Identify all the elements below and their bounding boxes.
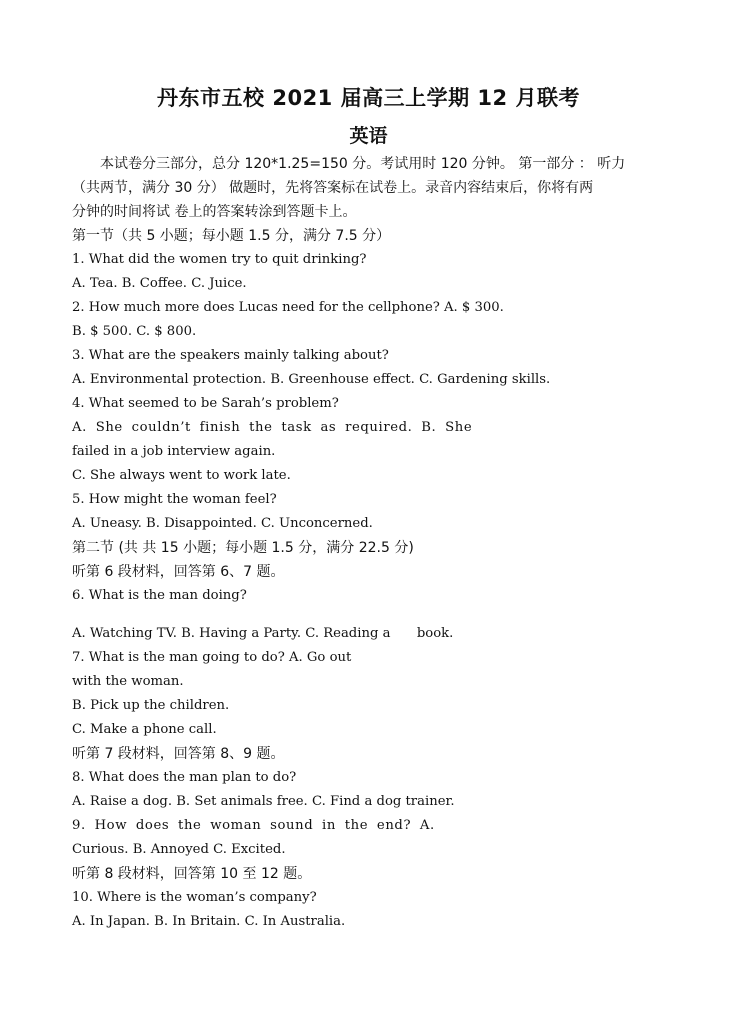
question-10-options: A. In Japan. B. In Britain. C. In Australia. [72, 914, 346, 929]
question-4: 4. What seemed to be Sarah’s problem? [72, 396, 339, 411]
question-10: 10. Where is the woman’s company? [72, 890, 317, 905]
question-9: 9. How does the woman sound in the end? A. [72, 818, 435, 833]
intro-line-1: 本试卷分三部分，总分 120*1.25=150 分。考试用时 120 分钟。 第一部分 ： 听力 [72, 156, 626, 172]
question-7-option-a: with the woman. [72, 674, 184, 689]
subject-title: 英语 [349, 125, 388, 147]
question-4-option-a: A. She couldn’t finish the task as required. B. She [72, 420, 473, 435]
question-2: 2. How much more does Lucas need for the cellphone? A. $ 300. [72, 300, 504, 315]
question-1-options: A. Tea. B. Coffee. C. Juice. [72, 276, 247, 291]
question-8: 8. What does the man plan to do? [72, 770, 297, 785]
question-6: 6. What is the man doing? [72, 588, 247, 603]
question-1: 1. What did the women try to quit drinking? [72, 252, 367, 267]
question-3: 3. What are the speakers mainly talking about? [72, 348, 389, 363]
question-7-option-c: C. Make a phone call. [72, 722, 217, 737]
question-5-options: A. Uneasy. B. Disappointed. C. Unconcerned. [72, 516, 373, 531]
question-4-option-c: C. She always went to work late. [72, 468, 291, 483]
question-5: 5. How might the woman feel? [72, 492, 277, 507]
page-title: 丹东市五校 2021 届高三上学期 12 月联考 [157, 86, 580, 110]
material-8-instruction: 听第 8 段材料，回答第 10 至 12 题。 [72, 866, 312, 882]
question-8-options: A. Raise a dog. B. Set animals free. C. Find a dog trainer. [72, 794, 455, 809]
question-3-options: A. Environmental protection. B. Greenhouse effect. C. Gardening skills. [72, 372, 551, 387]
question-2-options: B. $ 500. C. $ 800. [72, 324, 197, 339]
section-1-heading: 第一节（共 5 小题；每小题 1.5 分，满分 7.5 分） [72, 228, 391, 244]
section-2-heading: 第二节 (共 共 15 小题；每小题 1.5 分，满分 22.5 分) [72, 540, 414, 556]
material-6-instruction: 听第 6 段材料，回答第 6、7 题。 [72, 564, 285, 580]
intro-line-3: 分钟的时间将试 卷上的答案转涂到答题卡上。 [72, 204, 357, 220]
material-7-instruction: 听第 7 段材料，回答第 8、9 题。 [72, 746, 285, 762]
question-7: 7. What is the man going to do? A. Go out [72, 650, 352, 665]
exam-content [72, 152, 672, 934]
question-7-option-b: B. Pick up the children. [72, 698, 230, 713]
intro-line-2: （共两节，满分 30 分） 做题时，先将答案标在试卷上。录音内容结束后，你将有两 [72, 180, 594, 196]
question-9-options: Curious. B. Annoyed C. Excited. [72, 842, 286, 857]
blank-gap [72, 608, 672, 622]
question-4-option-a-cont: failed in a job interview again. [72, 444, 276, 459]
question-6-options: A. Watching TV. B. Having a Party. C. Reading a book. [72, 626, 454, 641]
